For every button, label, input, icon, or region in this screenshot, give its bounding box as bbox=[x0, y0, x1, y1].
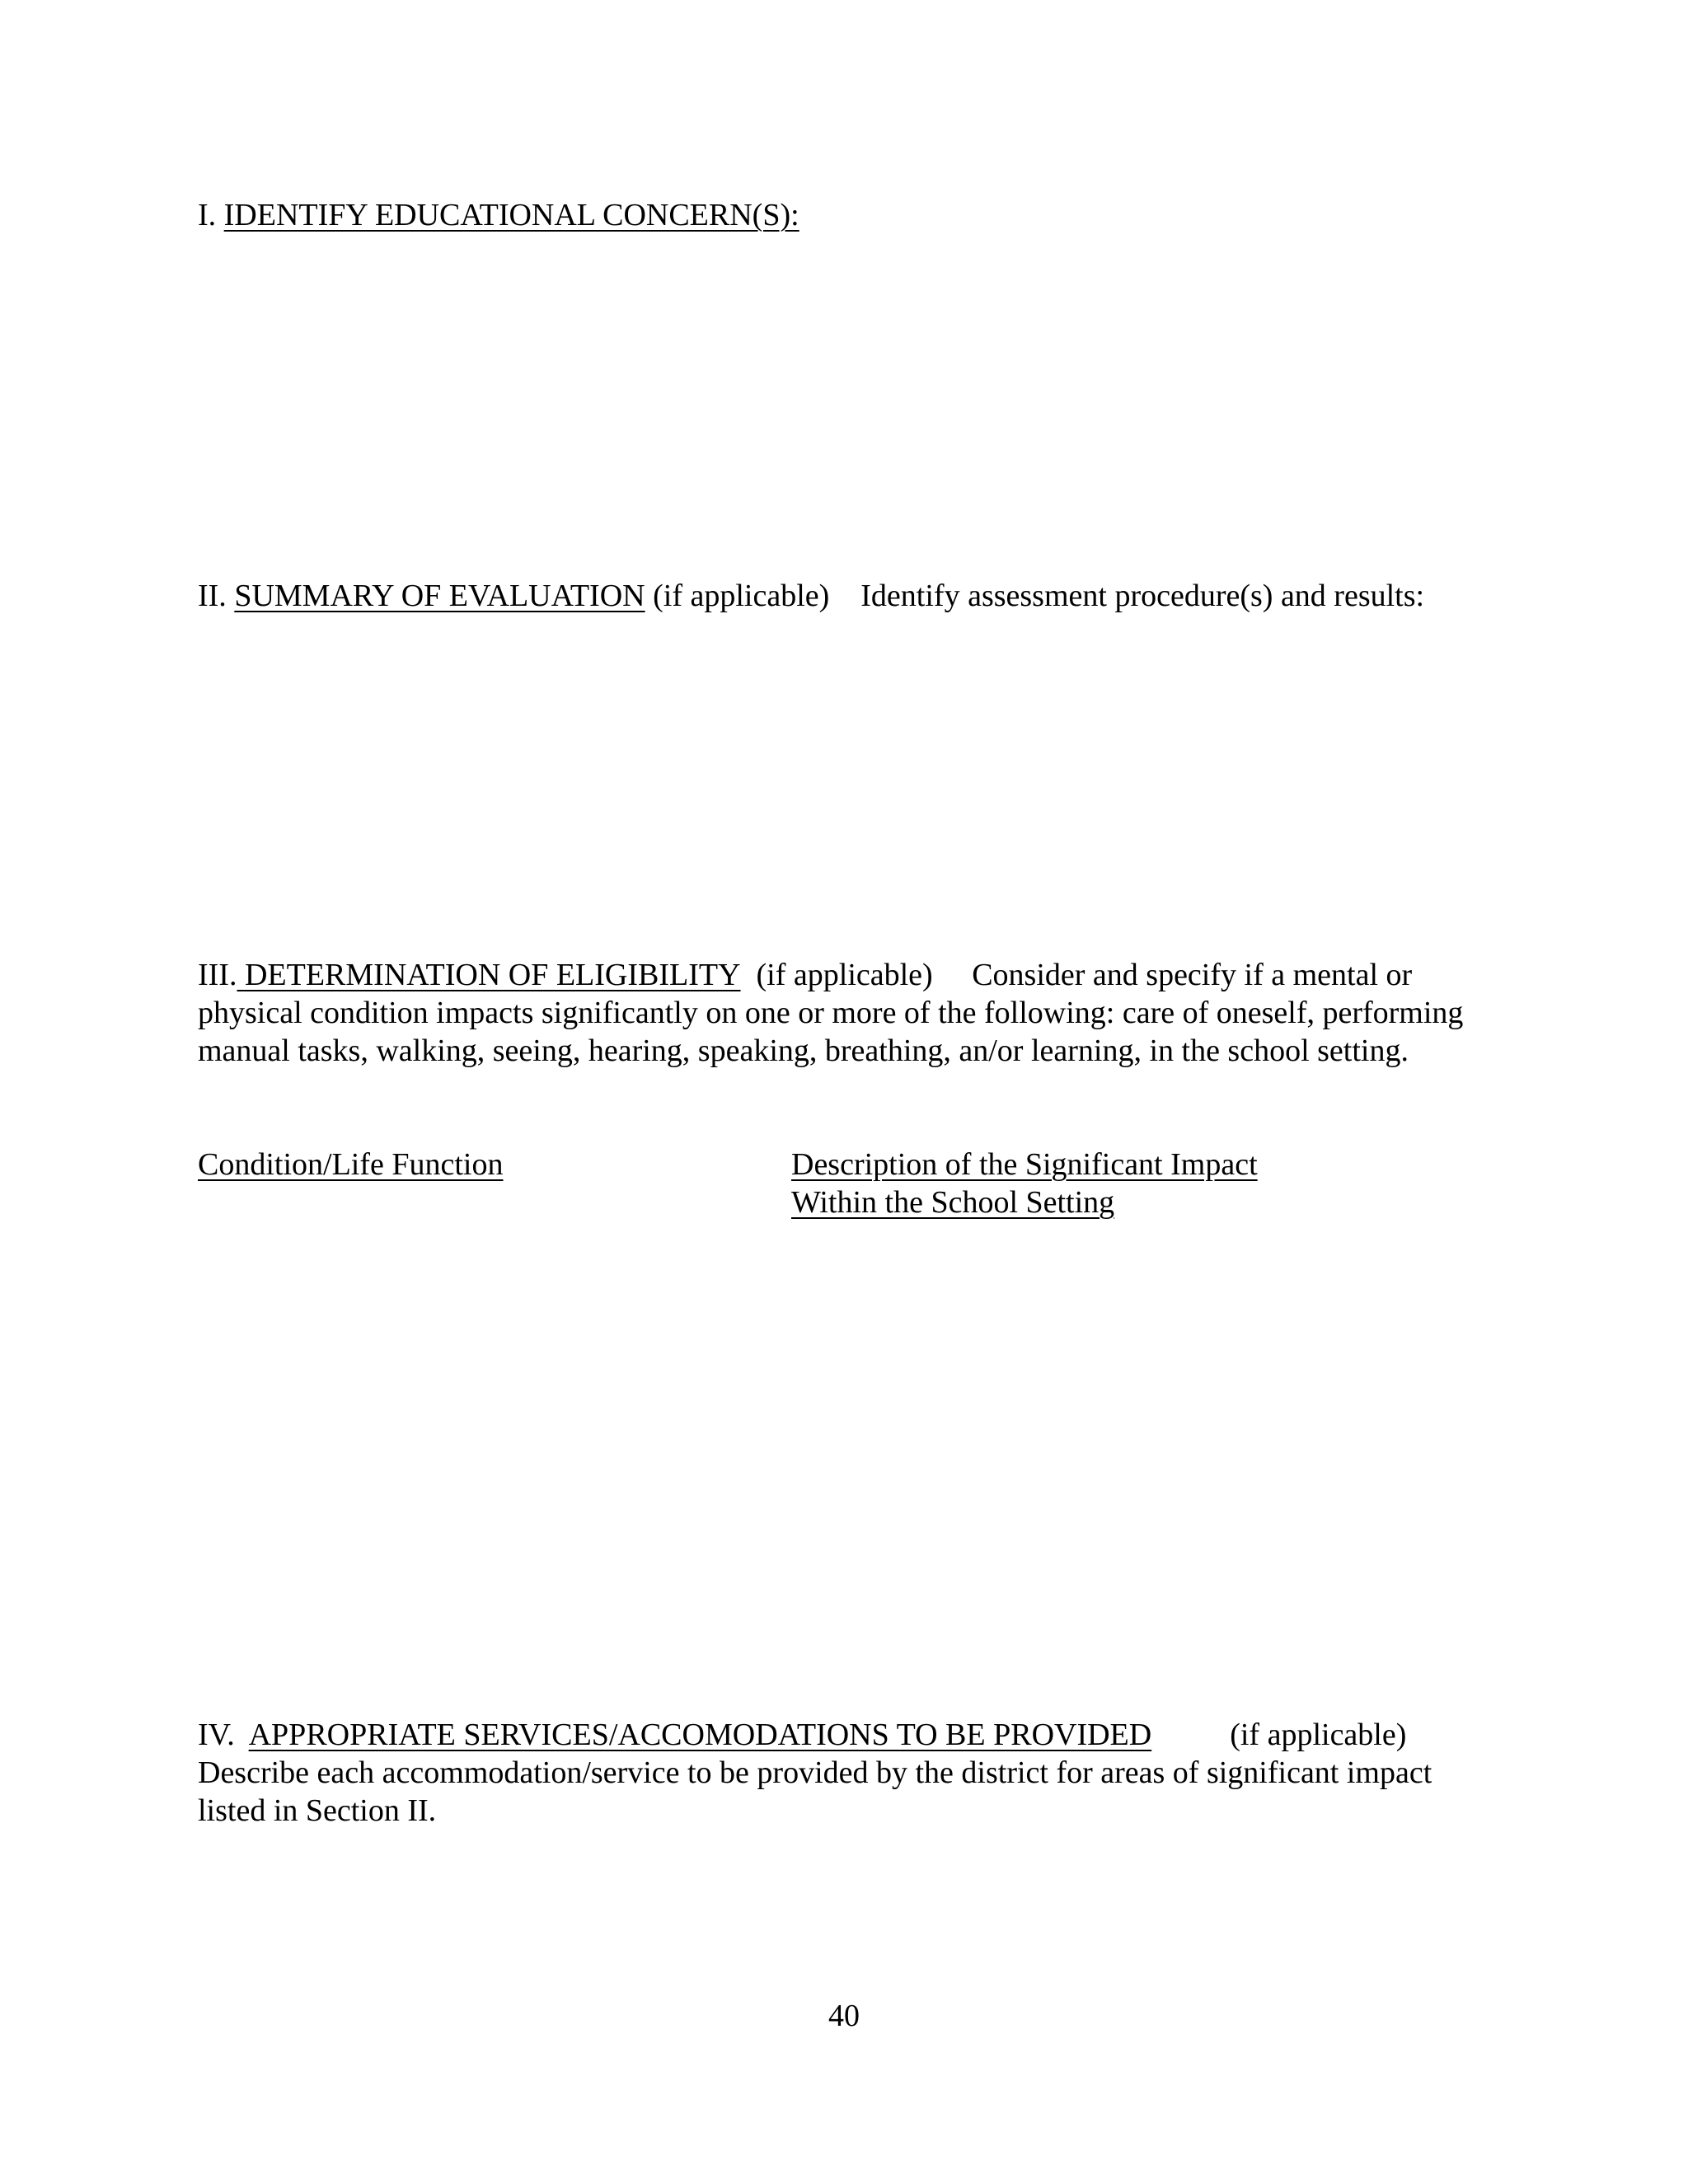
column-header-description-line-2: Within the School Setting bbox=[791, 1185, 1115, 1220]
page-number: 40 bbox=[828, 1999, 860, 2033]
section-4-text: Describe each accommodation/service to be provided by the district for areas of significant impact listed in Section II. bbox=[198, 1755, 1432, 1828]
section-2-qualifier: (if applicable) bbox=[653, 579, 830, 613]
section-2-text: Identify assessment procedure(s) and results: bbox=[860, 579, 1425, 613]
section-2-heading: SUMMARY OF EVALUATION bbox=[234, 579, 645, 613]
column-header-condition-label: Condition/Life Function bbox=[198, 1147, 504, 1182]
section-3 bbox=[198, 956, 1500, 1070]
section-2-number: II. bbox=[198, 579, 227, 613]
section-4-heading: APPROPRIATE SERVICES/ACCOMODATIONS TO BE PROVIDED bbox=[248, 1718, 1152, 1752]
section-3-text: Consider and specify if a mental or physical condition impacts significantly on one or more of the following: care of oneself, performing manual tasks, walking, seeing, hearing, speaking, breathing, an/or learning, in the school setting. bbox=[198, 958, 1464, 1068]
section-2 bbox=[198, 577, 1484, 615]
column-header-description bbox=[791, 1146, 1418, 1221]
section-4-number: IV. bbox=[198, 1718, 235, 1752]
section-4 bbox=[198, 1716, 1484, 1830]
section-4-qualifier: (if applicable) bbox=[1230, 1718, 1407, 1752]
column-header-description-line-1: Description of the Significant Impact bbox=[791, 1147, 1258, 1182]
section-1-number: I. bbox=[198, 198, 217, 232]
section-3-qualifier: (if applicable) bbox=[756, 958, 933, 992]
section-3-heading-lead bbox=[237, 958, 245, 992]
column-header-condition bbox=[198, 1146, 503, 1183]
section-1-heading: IDENTIFY EDUCATIONAL CONCERN(S): bbox=[223, 198, 799, 232]
section-1 bbox=[198, 196, 1500, 234]
section-3-number: III. bbox=[198, 958, 237, 992]
section-3-heading: DETERMINATION OF ELIGIBILITY bbox=[244, 958, 741, 992]
